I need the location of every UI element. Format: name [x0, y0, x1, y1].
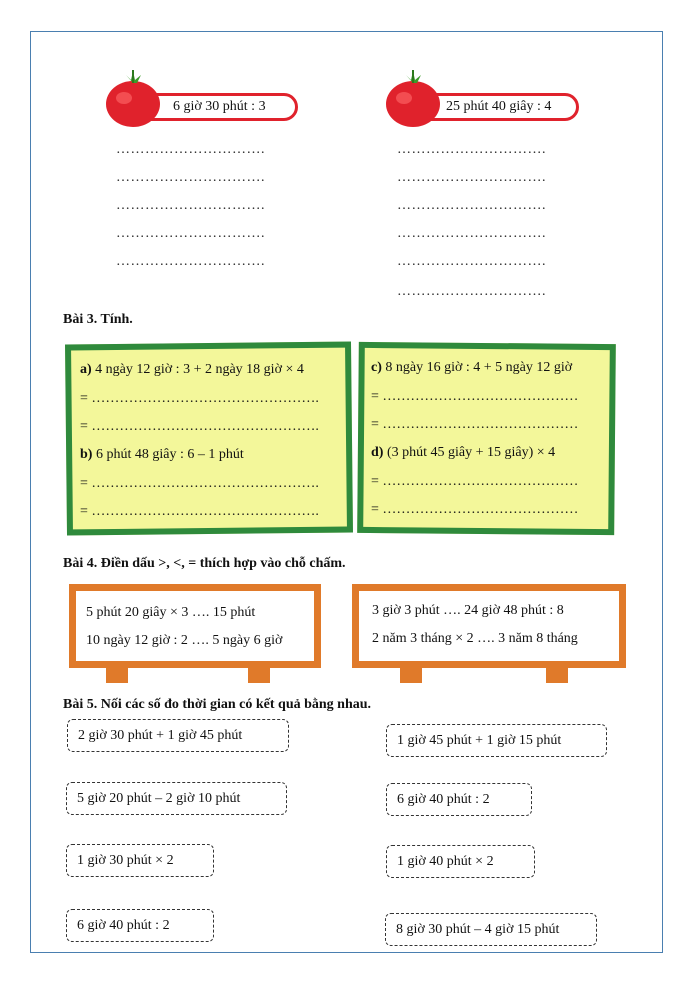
bai3-c-answer-line: = …………………………………… — [371, 417, 579, 432]
bai5-right-item[interactable]: 8 giờ 30 phút – 4 giờ 15 phút — [385, 913, 597, 946]
bai3-c-answer-line: = …………………………………… — [371, 389, 579, 404]
bai5-right-item[interactable]: 1 giờ 40 phút × 2 — [386, 845, 535, 878]
board-leg — [546, 667, 568, 683]
answer-dots: …………………………. — [397, 226, 546, 241]
bai3-b-text: 6 phút 48 giây : 6 – 1 phút — [95, 447, 244, 462]
tomato-icon — [384, 67, 442, 129]
bai3-a-answer-line: = …………………………………………. — [80, 419, 319, 434]
bai3-a-problem — [80, 362, 304, 378]
bai4-right-line-1: 3 giờ 3 phút …. 24 giờ 48 phút : 8 — [372, 603, 564, 618]
bai5-right-item[interactable]: 1 giờ 45 phút + 1 giờ 15 phút — [386, 724, 607, 757]
bai5-left-item[interactable]: 6 giờ 40 phút : 2 — [66, 909, 214, 942]
tomato-icon — [104, 67, 162, 129]
answer-dots: …………………………. — [116, 254, 265, 269]
bai3-b-letter: b) — [80, 447, 93, 462]
tomato-problem-1-text: 6 giờ 30 phút : 3 — [173, 99, 266, 114]
bai3-d-answer-line: = …………………………………… — [371, 474, 579, 489]
bai5-heading: Bài 5. Nối các số đo thời gian có kết quả bằng nhau. — [63, 697, 372, 712]
board-leg — [400, 667, 422, 683]
bai3-b-answer-line: = …………………………………………. — [80, 504, 319, 519]
bai3-a-answer-line: = …………………………………………. — [80, 391, 319, 406]
answer-dots: …………………………. — [397, 198, 546, 213]
bai5-right-item[interactable]: 6 giờ 40 phút : 2 — [386, 783, 532, 816]
bai3-a-text: 4 ngày 12 giờ : 3 + 2 ngày 18 giờ × 4 — [95, 362, 304, 377]
answer-dots: …………………………. — [397, 142, 546, 157]
bai3-c-text: 8 ngày 16 giờ : 4 + 5 ngày 12 giờ — [385, 360, 573, 375]
answer-dots: …………………………. — [116, 142, 265, 157]
bai5-left-item[interactable]: 2 giờ 30 phút + 1 giờ 45 phút — [67, 719, 289, 752]
answer-dots: …………………………. — [397, 254, 546, 269]
board-leg — [248, 667, 270, 683]
answer-dots: …………………………. — [397, 284, 546, 299]
bai3-d-letter: d) — [371, 445, 384, 460]
bai3-d-text: (3 phút 45 giây + 15 giây) × 4 — [386, 445, 556, 460]
board-leg — [106, 667, 128, 683]
tomato-problem-2-text: 25 phút 40 giây : 4 — [446, 99, 552, 114]
bai5-left-item[interactable]: 1 giờ 30 phút × 2 — [66, 844, 214, 877]
bai4-left-line-2: 10 ngày 12 giờ : 2 …. 5 ngày 6 giờ — [86, 633, 283, 648]
bai4-right-board — [352, 584, 626, 668]
bai3-d-problem — [371, 445, 555, 461]
bai3-c-letter: c) — [371, 360, 382, 375]
bai4-left-line-1: 5 phút 20 giây × 3 …. 15 phút — [86, 605, 256, 620]
bai3-b-problem — [80, 447, 244, 463]
bai3-c-problem — [371, 360, 572, 376]
answer-dots: …………………………. — [116, 198, 265, 213]
bai3-d-answer-line: = …………………………………… — [371, 502, 579, 517]
bai3-heading: Bài 3. Tính. — [63, 312, 133, 327]
answer-dots: …………………………. — [397, 170, 546, 185]
bai4-heading: Bài 4. Điền dấu >, <, = thích hợp vào chỗ chấm. — [63, 556, 346, 571]
answer-dots: …………………………. — [116, 226, 265, 241]
answer-dots: …………………………. — [116, 170, 265, 185]
bai3-b-answer-line: = …………………………………………. — [80, 476, 319, 491]
bai4-left-board — [69, 584, 321, 668]
bai5-left-item[interactable]: 5 giờ 20 phút – 2 giờ 10 phút — [66, 782, 287, 815]
bai4-right-line-2: 2 năm 3 tháng × 2 …. 3 năm 8 tháng — [372, 631, 578, 646]
bai3-a-letter: a) — [80, 362, 92, 377]
